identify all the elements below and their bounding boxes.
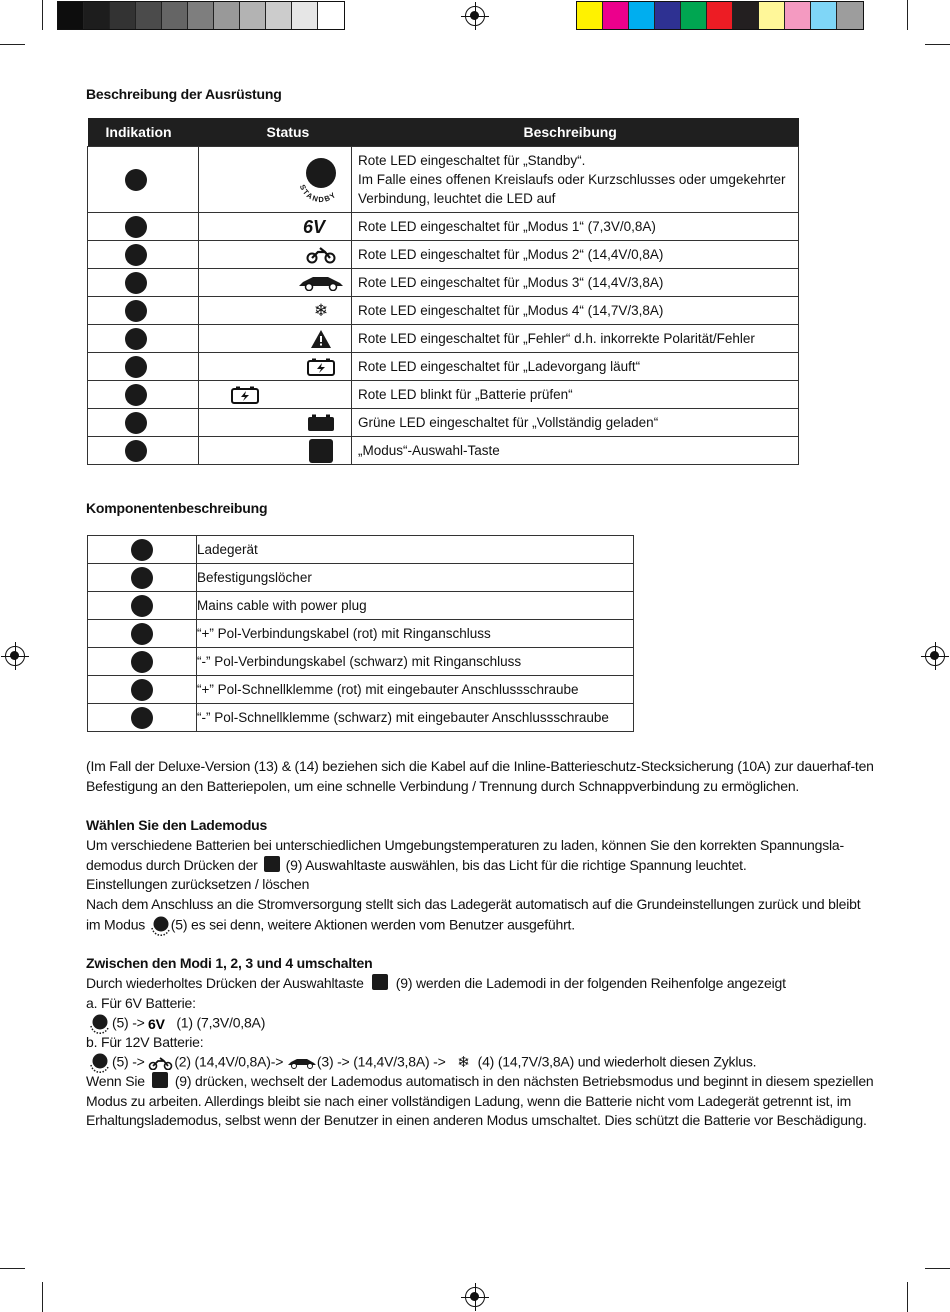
color-swatch (188, 2, 214, 29)
component-label: Mains cable with power plug (197, 592, 634, 620)
switch-line-1 (86, 974, 876, 994)
status-cell (199, 381, 352, 409)
table-row (88, 704, 634, 732)
description-line: Grüne LED eingeschaltet für „Vollständig geladen“ (358, 415, 659, 430)
component-marker (131, 707, 153, 729)
description-line: Rote LED eingeschaltet für „Modus 2“ (14,4V/0,8A) (358, 247, 664, 262)
table-row (88, 409, 799, 437)
led-indicator (125, 169, 147, 191)
table-row (88, 269, 799, 297)
led-indicator (125, 272, 147, 294)
description-cell (352, 147, 799, 213)
snowflake-icon: ❄ (313, 300, 329, 320)
indicator-cell (88, 648, 197, 676)
component-label: “+” Pol-Schnellklemme (rot) mit eingebauter Anschlussschraube (197, 676, 634, 704)
switch-line-4: b. Für 12V Batterie: (86, 1034, 204, 1050)
standby-icon (86, 1013, 112, 1035)
switch-line-3 (86, 1013, 876, 1035)
crop-mark (0, 1268, 25, 1269)
indicator-cell (88, 620, 197, 648)
snowflake-icon: ❄ (457, 1054, 470, 1072)
mode-button-icon (309, 439, 333, 463)
component-marker (131, 679, 153, 701)
table-row (88, 437, 799, 465)
color-swatch (162, 2, 188, 29)
indicator-cell (88, 676, 197, 704)
color-swatch (759, 2, 785, 29)
color-calibration-bar (576, 1, 864, 30)
charging-mode-paragraph (86, 836, 876, 875)
switch-text: Durch wiederholtes Drücken der Auswahltaste (86, 975, 364, 991)
reset-title: Einstellungen zurücksetzen / löschen (86, 876, 310, 892)
component-marker (131, 595, 153, 617)
description-line: Rote LED eingeschaltet für „Modus 4“ (14,7V/3,8A) (358, 303, 664, 318)
sequence-text: (5) -> (112, 1053, 145, 1070)
header-description: Beschreibung (352, 118, 799, 147)
table-row (88, 325, 799, 353)
description-line: Rote LED eingeschaltet für „Modus 1“ (7,3V/0,8A) (358, 219, 656, 234)
standby-icon (149, 915, 171, 937)
status-cell (199, 437, 352, 465)
description-cell (352, 325, 799, 353)
6v-icon (148, 1017, 176, 1031)
description-cell (352, 409, 799, 437)
description-line: Verbindung, leuchtet die LED auf (358, 191, 556, 206)
color-swatch (266, 2, 292, 29)
status-cell (199, 297, 352, 325)
indicator-cell (88, 147, 199, 213)
led-indicator (125, 300, 147, 322)
reset-text: Nach dem Anschluss an die Stromversorgung stellt sich das Ladegerät automatisch auf die Grundeinstellungen zurück und bleibt im Modus (86, 896, 861, 933)
led-indicator (125, 244, 147, 266)
table-row (88, 353, 799, 381)
final-paragraph (86, 1072, 876, 1131)
table-row (88, 381, 799, 409)
car-icon (287, 1057, 317, 1069)
standby-icon (291, 156, 351, 204)
crop-mark (907, 0, 908, 30)
status-cell (199, 353, 352, 381)
crop-mark (42, 0, 43, 30)
component-marker (131, 623, 153, 645)
motorcycle-icon (148, 1056, 174, 1070)
table-row (88, 147, 799, 213)
6v-icon (301, 218, 341, 236)
crop-mark (925, 44, 950, 45)
switch-line-2: a. Für 6V Batterie: (86, 995, 196, 1011)
registration-mark-icon (925, 646, 945, 666)
sequence-text-2: (1) (7,3V/0,8A) (176, 1014, 266, 1031)
description-line: Rote LED blinkt für „Batterie prüfen“ (358, 387, 573, 402)
battery-full-icon (307, 414, 335, 432)
header-indication: Indikation (88, 118, 199, 147)
status-cell (199, 269, 352, 297)
color-swatch (318, 2, 344, 29)
color-swatch (603, 2, 629, 29)
motorcycle-icon (305, 246, 337, 264)
indicator-cell (88, 592, 197, 620)
charging-mode-text: Um verschiedene Batterien bei unterschiedlichen Umgebungstemperaturen zu laden, können Sie den korrekten Spannungsla-demodus durch Drücken der (86, 837, 844, 873)
standby-label: STANDBY (297, 182, 339, 204)
table-row (88, 648, 634, 676)
indicator-cell (88, 437, 199, 465)
status-cell (199, 241, 352, 269)
component-marker (131, 567, 153, 589)
six-v-label: 6V (148, 1017, 166, 1031)
description-line: Rote LED eingeschaltet für „Ladevorgang läuft“ (358, 359, 641, 374)
indicator-cell (88, 564, 197, 592)
charging-mode-text-2: (9) Auswahltaste auswählen, bis das Licht für die richtige Spannung leuchtet. (285, 856, 747, 873)
led-indicator (125, 384, 147, 406)
component-label: Ladegerät (197, 536, 634, 564)
table-header-row (88, 118, 799, 147)
mode-button-icon (372, 974, 388, 990)
color-swatch (84, 2, 110, 29)
status-cell (199, 213, 352, 241)
six-v-label: 6V (303, 217, 326, 236)
table-row (88, 213, 799, 241)
sequence-text-4: (4) (14,7V/3,8A) und wiederholt diesen Zyklus. (477, 1053, 757, 1070)
table-row (88, 620, 634, 648)
indicator-cell (88, 381, 199, 409)
indicator-cell (88, 269, 199, 297)
registration-mark-icon (465, 6, 485, 26)
reset-text-2: (5) es sei denn, weitere Aktionen werden vom Benutzer ausgeführt. (170, 916, 575, 933)
section-title-charging-mode: Wählen Sie den Lademodus (86, 817, 268, 833)
registration-mark-icon (5, 646, 25, 666)
led-indicator (125, 440, 147, 462)
component-label: “+” Pol-Verbindungskabel (rot) mit Ringanschluss (197, 620, 634, 648)
color-swatch (655, 2, 681, 29)
color-swatch (707, 2, 733, 29)
led-indicator (125, 328, 147, 350)
table-row (88, 536, 634, 564)
color-swatch (733, 2, 759, 29)
indicator-cell (88, 704, 197, 732)
crop-mark (907, 1282, 908, 1312)
table-row (88, 241, 799, 269)
crop-mark (925, 1268, 950, 1269)
led-indicator (125, 356, 147, 378)
table-row (88, 592, 634, 620)
table-row (88, 564, 634, 592)
status-cell (199, 325, 352, 353)
switch-line-5 (86, 1052, 876, 1074)
sequence-text-3: (3) -> (14,4V/3,8A) -> (316, 1053, 446, 1070)
grayscale-calibration-bar (57, 1, 345, 30)
color-swatch (58, 2, 84, 29)
description-line: Rote LED eingeschaltet für „Standby“. (358, 153, 586, 168)
color-swatch (629, 2, 655, 29)
reset-paragraph (86, 895, 876, 937)
final-text-2: (9) drücken, wechselt der Lademodus automatisch in den nächsten Betriebsmodus und beginnt in diesem speziellen Modus zu arbeiten. Allerdings bleibt sie nach einer vollständigen Ladung, wenn die Batterie nicht vom Ladegerät getrennt ist, im Erhaltungslademodus, selbst wenn der Benutzer in einen anderen Modus umschaltet. Dies schützt die Batterie vor Beschädigung. (86, 1073, 874, 1129)
color-swatch (136, 2, 162, 29)
description-cell (352, 269, 799, 297)
section-title-components: Komponentenbeschreibung (86, 500, 268, 516)
battery-charging-icon (307, 358, 335, 376)
status-cell (199, 147, 352, 213)
color-swatch (240, 2, 266, 29)
color-swatch (811, 2, 837, 29)
sequence-text-2: (2) (14,4V/0,8A)-> (174, 1053, 284, 1070)
indication-table (87, 118, 799, 465)
mode-button-icon (264, 856, 280, 872)
description-line: Im Falle eines offenen Kreislaufs oder Kurzschlusses oder umgekehrter (358, 172, 786, 187)
indicator-cell (88, 536, 197, 564)
component-label: “-” Pol-Verbindungskabel (schwarz) mit Ringanschluss (197, 648, 634, 676)
crop-mark (0, 44, 25, 45)
color-swatch (214, 2, 240, 29)
registration-mark-icon (465, 1287, 485, 1307)
indicator-cell (88, 241, 199, 269)
indicator-cell (88, 353, 199, 381)
indicator-cell (88, 213, 199, 241)
standby-icon (86, 1052, 112, 1074)
color-swatch (292, 2, 318, 29)
section-title-equipment: Beschreibung der Ausrüstung (86, 86, 282, 102)
mode-button-icon (152, 1072, 168, 1088)
color-swatch (785, 2, 811, 29)
status-cell (199, 409, 352, 437)
led-indicator (125, 216, 147, 238)
description-cell (352, 297, 799, 325)
switch-text-2: (9) werden die Lademodi in der folgenden Reihenfolge angezeigt (395, 975, 786, 991)
component-label: “-” Pol-Schnellklemme (schwarz) mit eingebauter Anschlussschraube (197, 704, 634, 732)
description-cell (352, 381, 799, 409)
components-table (87, 535, 634, 732)
indicator-cell (88, 409, 199, 437)
description-line: „Modus“-Auswahl-Taste (358, 443, 500, 458)
description-cell (352, 241, 799, 269)
led-indicator (125, 412, 147, 434)
car-icon (298, 275, 344, 291)
component-marker (131, 539, 153, 561)
table-row (88, 676, 634, 704)
description-line: Rote LED eingeschaltet für „Fehler“ d.h. inkorrekte Polarität/Fehler (358, 331, 755, 346)
component-label: Befestigungslöcher (197, 564, 634, 592)
warning-icon (311, 330, 331, 348)
color-swatch (110, 2, 136, 29)
description-cell (352, 437, 799, 465)
table-row (88, 297, 799, 325)
component-marker (131, 651, 153, 673)
battery-check-icon (231, 386, 259, 404)
color-swatch (837, 2, 863, 29)
color-swatch (681, 2, 707, 29)
indicator-cell (88, 325, 199, 353)
deluxe-note: (Im Fall der Deluxe-Version (13) & (14) beziehen sich die Kabel auf die Inline-Batterieschutz-Stecksicherung (10A) zur dauerhaf-ten Befestigung an den Batteriepolen, um eine schnelle Verbindung / Trennung durch Schnappverbindung zu ermöglichen. (86, 758, 874, 794)
final-text: Wenn Sie (86, 1073, 145, 1089)
description-line: Rote LED eingeschaltet für „Modus 3“ (14,4V/3,8A) (358, 275, 664, 290)
indicator-cell (88, 297, 199, 325)
sequence-text: (5) -> (112, 1014, 145, 1031)
color-swatch (577, 2, 603, 29)
section-title-switch-modes: Zwischen den Modi 1, 2, 3 und 4 umschalten (86, 955, 373, 971)
description-cell (352, 353, 799, 381)
header-status: Status (199, 118, 352, 147)
description-cell (352, 213, 799, 241)
crop-mark (42, 1282, 43, 1312)
